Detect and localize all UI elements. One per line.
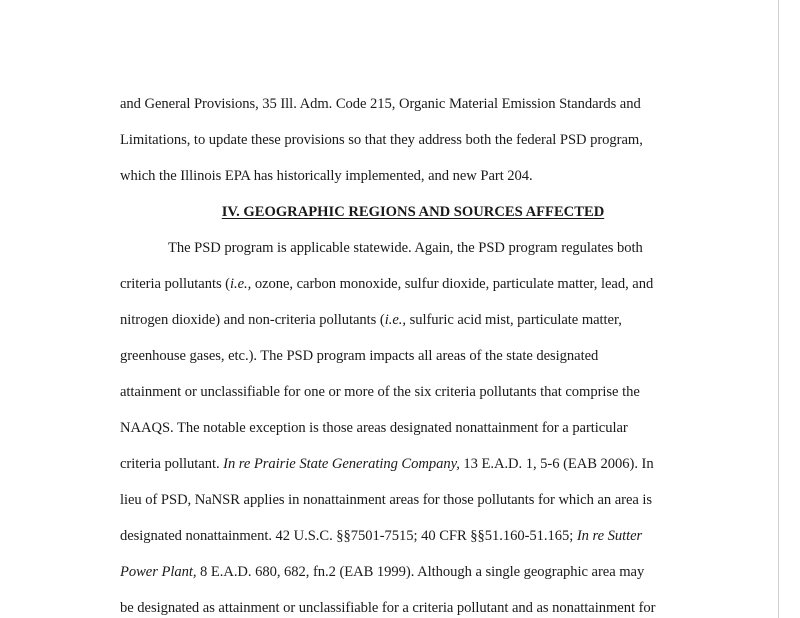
paragraph-line: attainment or unclassifiable for one or more of the six criteria pollutants that comprise the [120,384,640,400]
paragraph-line [120,455,654,473]
text-run: sulfuric acid mist, particulate matter, [405,312,622,328]
paragraph-line: The PSD program is applicable statewide. Again, the PSD program regulates both [168,240,643,256]
paragraph-line: NAAQS. The notable exception is those areas designated nonattainment for a particular [120,420,628,436]
text-run: criteria pollutant. [120,456,224,472]
text-line: Limitations, to update these provisions so that they address both the federal PSD program, [120,132,643,148]
paragraph-line [120,563,644,581]
italic-run: i.e., [230,276,252,292]
paragraph-line: greenhouse gases, etc.). The PSD program impacts all areas of the state designated [120,348,599,364]
text-run: ozone, carbon monoxide, sulfur dioxide, particulate matter, lead, and [251,276,654,292]
text-run: designated nonattainment. 42 U.S.C. §§7501-7515; 40 CFR §§51.160-51.165; [120,528,577,544]
italic-run: i.e., [384,312,406,328]
text-run: 13 E.A.D. 1, 5-6 (EAB 2006). In [459,456,654,472]
text-line: and General Provisions, 35 Ill. Adm. Code 215, Organic Material Emission Standards and [120,96,641,112]
text-line: which the Illinois EPA has historically implemented, and new Part 204. [120,168,533,184]
paragraph-line [120,275,653,293]
paragraph-line [120,527,642,545]
section-heading: IV. GEOGRAPHIC REGIONS AND SOURCES AFFECTED [221,204,605,220]
case-citation: Power Plant, [120,564,197,580]
text-run: 8 E.A.D. 680, 682, fn.2 (EAB 1999). Although a single geographic area may [196,564,645,580]
case-citation: In re Prairie State Generating Company, [223,456,460,472]
paragraph-line [120,311,622,329]
case-citation: In re Sutter [576,528,643,544]
text-run: criteria pollutants ( [120,276,230,292]
paragraph-line: be designated as attainment or unclassifiable for a criteria pollutant and as nonattainment for [120,600,656,616]
text-run: nitrogen dioxide) and non-criteria pollutants ( [120,312,385,328]
page-edge [778,0,779,618]
paragraph-line: lieu of PSD, NaNSR applies in nonattainment areas for those pollutants for which an area is [120,492,653,508]
